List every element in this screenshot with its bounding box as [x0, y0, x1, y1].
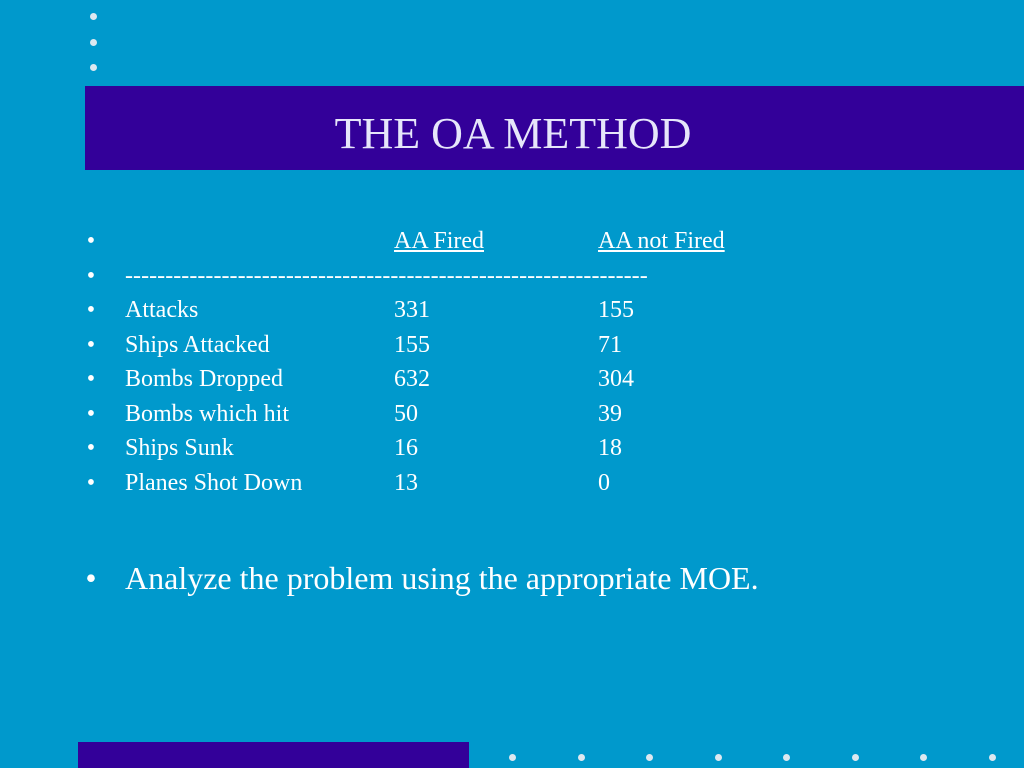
- bullet-icon: •: [86, 435, 96, 461]
- prompt-bullet: [0, 556, 1024, 600]
- cell-aa-fired: 13: [394, 469, 418, 496]
- decor-dot: [852, 754, 859, 761]
- row-label: Bombs which hit: [125, 400, 290, 427]
- table-row: [0, 362, 1024, 397]
- cell-aa-fired: 16: [394, 435, 418, 461]
- table-row: [0, 466, 1024, 501]
- decor-dot: [920, 754, 927, 761]
- cell-aa-not-fired: 71: [598, 331, 622, 358]
- bullet-icon: •: [85, 560, 97, 596]
- cell-aa-not-fired: 39: [598, 400, 622, 427]
- table-row: [0, 328, 1024, 363]
- decor-dot: [715, 754, 722, 761]
- bullet-icon: •: [86, 262, 96, 289]
- data-table: [0, 224, 1024, 500]
- slide-title: THE OA METHOD: [334, 109, 692, 158]
- table-row: [0, 431, 1024, 466]
- column-header-aa-fired: AA Fired: [394, 228, 484, 254]
- cell-aa-not-fired: 304: [598, 366, 634, 392]
- bullet-icon: •: [86, 331, 96, 358]
- cell-aa-fired: 632: [394, 366, 430, 392]
- cell-aa-fired: 155: [394, 331, 430, 358]
- cell-aa-fired: 331: [394, 297, 430, 323]
- row-label: Ships Sunk: [125, 435, 234, 461]
- cell-aa-fired: 50: [394, 400, 418, 427]
- bullet-icon: •: [86, 400, 96, 427]
- row-label: Planes Shot Down: [125, 469, 303, 496]
- decor-dot: [783, 754, 790, 761]
- separator-line: -----------------------------------------------------------------: [125, 262, 648, 289]
- row-label: Bombs Dropped: [125, 366, 283, 392]
- cell-aa-not-fired: 18: [598, 435, 622, 461]
- cell-aa-not-fired: 0: [598, 469, 610, 496]
- bullet-icon: •: [86, 366, 96, 392]
- title-bar: [85, 86, 1024, 170]
- bullet-icon: •: [86, 469, 96, 496]
- decor-dot: [989, 754, 996, 761]
- cell-aa-not-fired: 155: [598, 297, 634, 323]
- decor-dot: [90, 64, 97, 71]
- bullet-icon: •: [86, 228, 96, 254]
- table-row: [0, 397, 1024, 432]
- decor-dot: [578, 754, 585, 761]
- bullet-icon: •: [86, 297, 96, 323]
- column-header-aa-not-fired: AA not Fired: [598, 228, 725, 254]
- decor-dot: [90, 39, 97, 46]
- decor-dot: [509, 754, 516, 761]
- separator-row: [0, 259, 1024, 294]
- bottom-bar: [78, 742, 469, 768]
- row-label: Attacks: [125, 297, 199, 323]
- table-header-row: [0, 224, 1024, 259]
- table-body: [0, 293, 1024, 500]
- row-label: Ships Attacked: [125, 331, 270, 358]
- prompt-text: Analyze the problem using the appropriate MOE.: [125, 560, 759, 596]
- decor-dot: [90, 13, 97, 20]
- decor-dot: [646, 754, 653, 761]
- table-row: [0, 293, 1024, 328]
